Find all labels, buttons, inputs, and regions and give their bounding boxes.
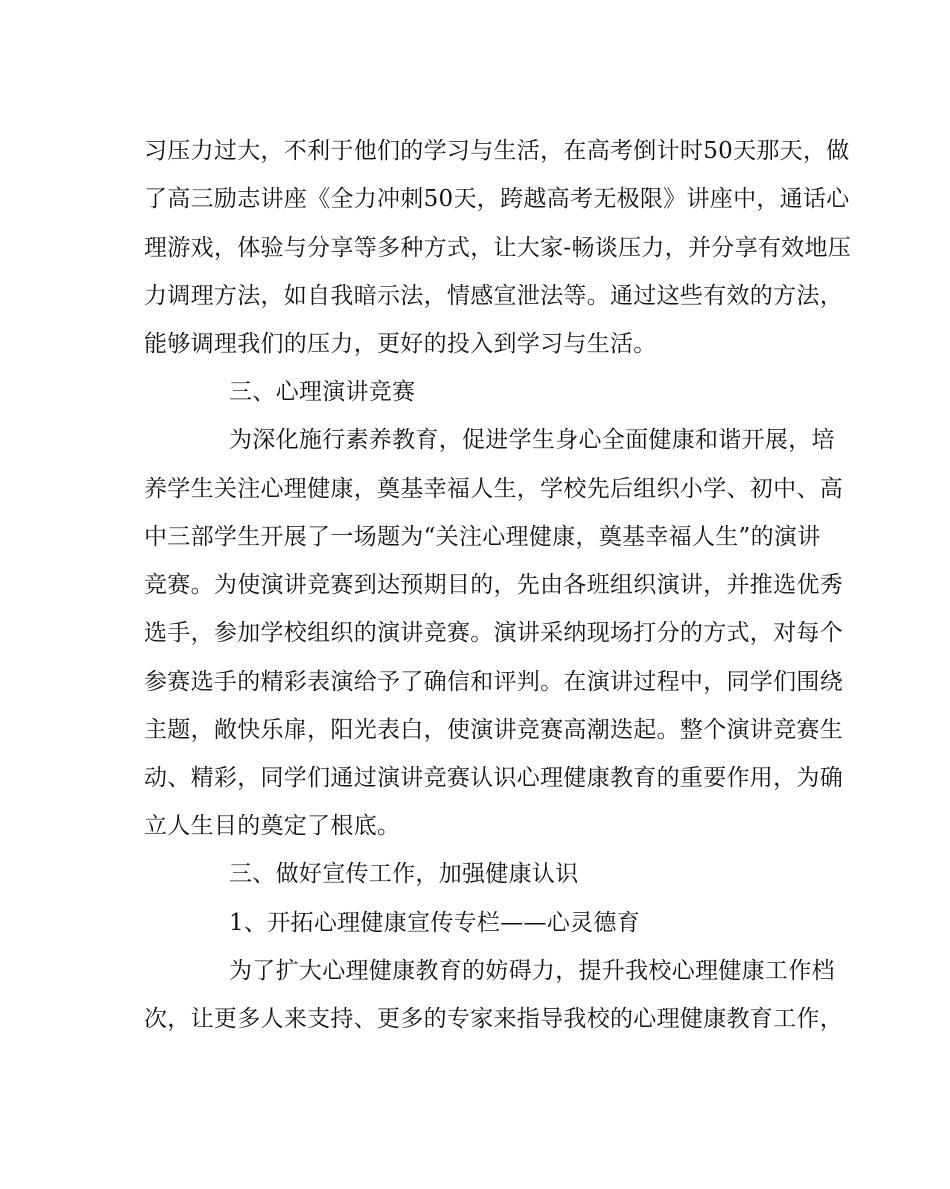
body-text-line: 参赛选手的精彩表演给予了确信和评判。在演讲过程中，同学们围绕 xyxy=(144,669,843,695)
body-text-line: 立人生目的奠定了根底。 xyxy=(144,813,401,839)
section-heading: 三、心理演讲竞赛 xyxy=(229,379,416,405)
body-text-line: 力调理方法，如自我暗示法，情感宣泄法等。通过这些有效的方法， xyxy=(144,283,843,309)
body-text-line: 动、精彩，同学们通过演讲竞赛认识心理健康教育的重要作用，为确 xyxy=(144,765,843,791)
body-text-line: 了高三励志讲座《全力冲刺50天，跨越高考无极限》讲座中，通话心 xyxy=(144,186,850,212)
body-text-line: 中三部学生开展了一场题为“关注心理健康，奠基幸福人生”的演讲 xyxy=(144,524,821,550)
body-text-line: 主题，敞快乐扉，阳光表白，使演讲竞赛高潮迭起。整个演讲竞赛生 xyxy=(144,717,843,743)
body-text-line: 养学生关注心理健康，奠基幸福人生，学校先后组织小学、初中、高 xyxy=(144,476,843,502)
body-text-line: 能够调理我们的压力，更好的投入到学习与生活。 xyxy=(144,331,657,357)
body-text-line: 次，让更多人来支持、更多的专家来指导我校的心理健康教育工作， xyxy=(144,1006,843,1032)
body-text-line: 为了扩大心理健康教育的妨碍力，提升我校心理健康工作档 xyxy=(229,958,835,984)
body-text-line: 理游戏，体验与分享等多种方式，让大家-畅谈压力，并分享有效地压 xyxy=(144,235,852,261)
body-text-line: 选手，参加学校组织的演讲竞赛。演讲采纳现场打分的方式，对每个 xyxy=(144,620,843,646)
body-text-line: 习压力过大，不利于他们的学习与生活，在高考倒计时50天那天，做 xyxy=(144,138,850,164)
section-heading: 三、做好宣传工作，加强健康认识 xyxy=(229,861,579,887)
body-text-line: 竞赛。为使演讲竞赛到达预期目的，先由各班组织演讲，并推选优秀 xyxy=(144,572,843,598)
subsection-heading: 1、开拓心理健康宣传专栏——心灵德育 xyxy=(229,910,641,936)
body-text-line: 为深化施行素养教育，促进学生身心全面健康和谐开展，培 xyxy=(229,427,835,453)
